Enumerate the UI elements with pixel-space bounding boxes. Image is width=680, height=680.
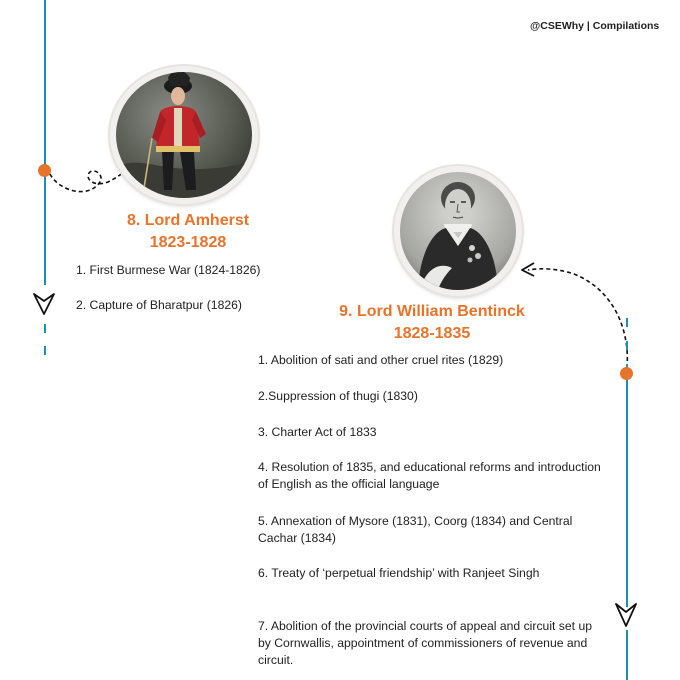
timeline-line-right bbox=[626, 364, 628, 607]
amherst-item: 2. Capture of Bharatpur (1826) bbox=[76, 298, 242, 312]
timeline-line-left bbox=[44, 0, 46, 285]
bentinck-item: 6. Treaty of ‘perpetual friendship’ with Ranjeet Singh bbox=[258, 566, 540, 580]
timeline-dash-left bbox=[44, 346, 46, 355]
amherst-portrait bbox=[110, 66, 258, 204]
bentinck-years: 1828-1835 bbox=[393, 325, 471, 342]
bentinck-item: 7. Abolition of the provincial courts of appeal and circuit set up by Cornwallis, appointment of commissioners of revenue and circuit. bbox=[258, 619, 593, 667]
bentinck-portrait bbox=[394, 166, 522, 296]
brand-handle: @CSEWhy | Compilations bbox=[530, 20, 660, 32]
bentinck-item: 2.Suppression of thugi (1830) bbox=[258, 389, 418, 403]
portrait-red-uniform-icon bbox=[116, 72, 252, 198]
portrait-engraving-icon bbox=[400, 172, 516, 290]
timeline-dash-right bbox=[626, 318, 628, 327]
timeline-line-right-bottom bbox=[626, 630, 628, 680]
amherst-title: 8. Lord Amherst bbox=[126, 212, 250, 229]
arrow-down-icon bbox=[613, 596, 641, 632]
bentinck-item: 4. Resolution of 1835, and educational reforms and introduction of English as the official language bbox=[258, 460, 601, 491]
bentinck-title: 9. Lord William Bentinck bbox=[339, 303, 525, 320]
timeline-dot-right bbox=[620, 367, 633, 380]
bentinck-item: 5. Annexation of Mysore (1831), Coorg (1834) and Central Cachar (1834) bbox=[258, 514, 573, 545]
bentinck-item: 1. Abolition of sati and other cruel rites (1829) bbox=[258, 353, 504, 367]
timeline-dash-right bbox=[626, 341, 628, 350]
amherst-item: 1. First Burmese War (1824-1826) bbox=[76, 263, 261, 277]
amherst-years: 1823-1828 bbox=[149, 234, 227, 251]
arrow-down-icon bbox=[31, 284, 59, 320]
bentinck-item: 3. Charter Act of 1833 bbox=[258, 425, 377, 439]
timeline-dash-left bbox=[44, 324, 46, 333]
